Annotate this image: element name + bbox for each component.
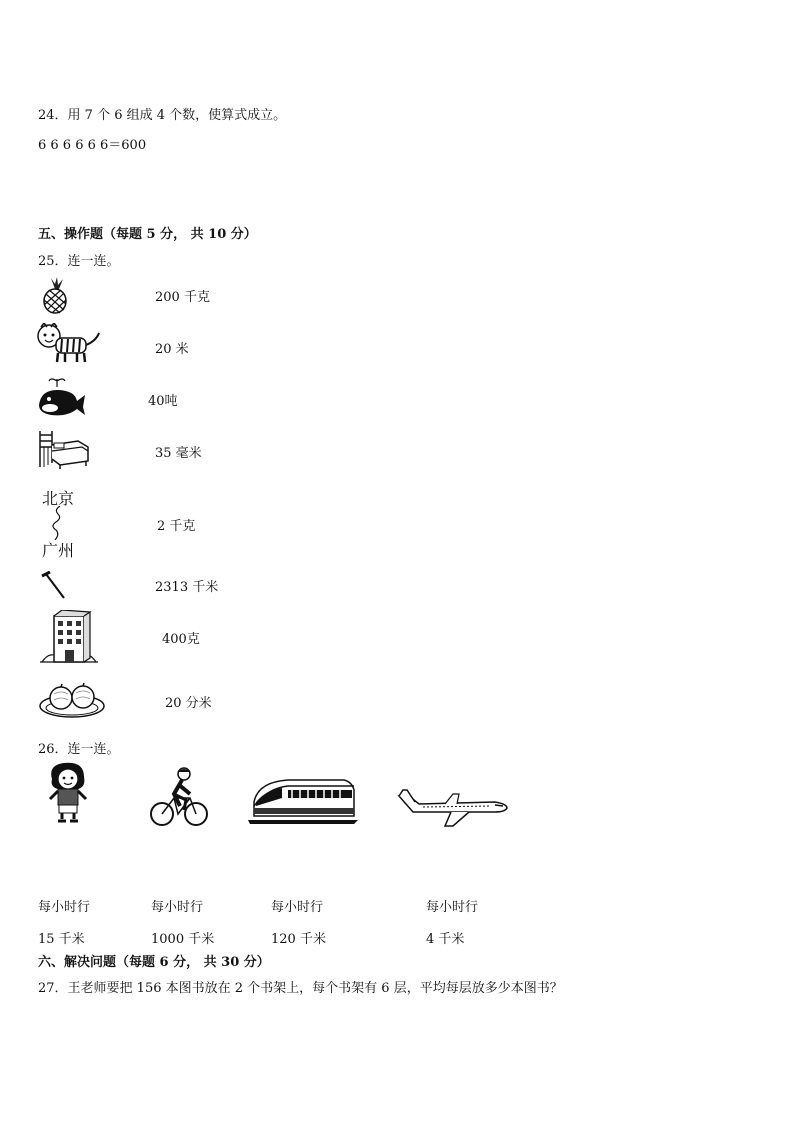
speed-label-3: 每小时行 (271, 900, 324, 915)
q25-value-6: 2313 千米 (155, 580, 219, 595)
q27-text: 27．王老师要把 156 本图书放在 2 个书架上，每个书架有 6 层，平均每层放多少本图书？ (38, 981, 563, 996)
pineapple-icon (38, 276, 72, 314)
airplane-icon (395, 786, 511, 828)
q26-title: 26．连一连。 (38, 742, 120, 757)
tiger-icon (36, 323, 102, 363)
speed-value-1: 15 千米 (38, 932, 85, 947)
oranges-plate-icon (38, 680, 108, 722)
speed-value-3: 120 千米 (271, 932, 326, 947)
q25-value-1: 200 千克 (155, 290, 210, 305)
speed-value-4: 4 千米 (426, 932, 465, 947)
section5-title: 五、操作题（每题 5 分， 共 10 分） (38, 227, 257, 242)
q25-title: 25．连一连。 (38, 254, 120, 269)
speed-label-2: 每小时行 (151, 900, 204, 915)
q25-value-7: 400克 (162, 632, 200, 647)
nail-icon (40, 571, 66, 599)
q25-value-3: 40吨 (148, 394, 178, 409)
child-icon (46, 761, 90, 823)
q25-value-5: 2 千克 (157, 519, 196, 534)
map-label-beijing: 北京 (42, 489, 75, 508)
q25-value-8: 20 分米 (165, 696, 212, 711)
cyclist-icon (150, 766, 210, 828)
speed-label-1: 每小时行 (38, 900, 91, 915)
building-icon (40, 610, 98, 664)
q25-value-4: 35 毫米 (155, 446, 202, 461)
beijing-guangzhou-map-icon (40, 486, 85, 558)
speed-label-4: 每小时行 (426, 900, 479, 915)
section6-title: 六、解决问题（每题 6 分， 共 30 分） (38, 955, 270, 970)
speed-value-2: 1000 千米 (151, 932, 215, 947)
whale-icon (37, 377, 87, 419)
bed-icon (38, 425, 90, 469)
train-icon (248, 776, 358, 824)
q24-equation: 6 6 6 6 6 6＝600 (38, 138, 147, 153)
q25-value-2: 20 米 (155, 342, 189, 357)
q24-text: 24．用 7 个 6 组成 4 个数，使算式成立。 (38, 108, 287, 123)
map-label-guangzhou: 广州 (42, 541, 75, 560)
